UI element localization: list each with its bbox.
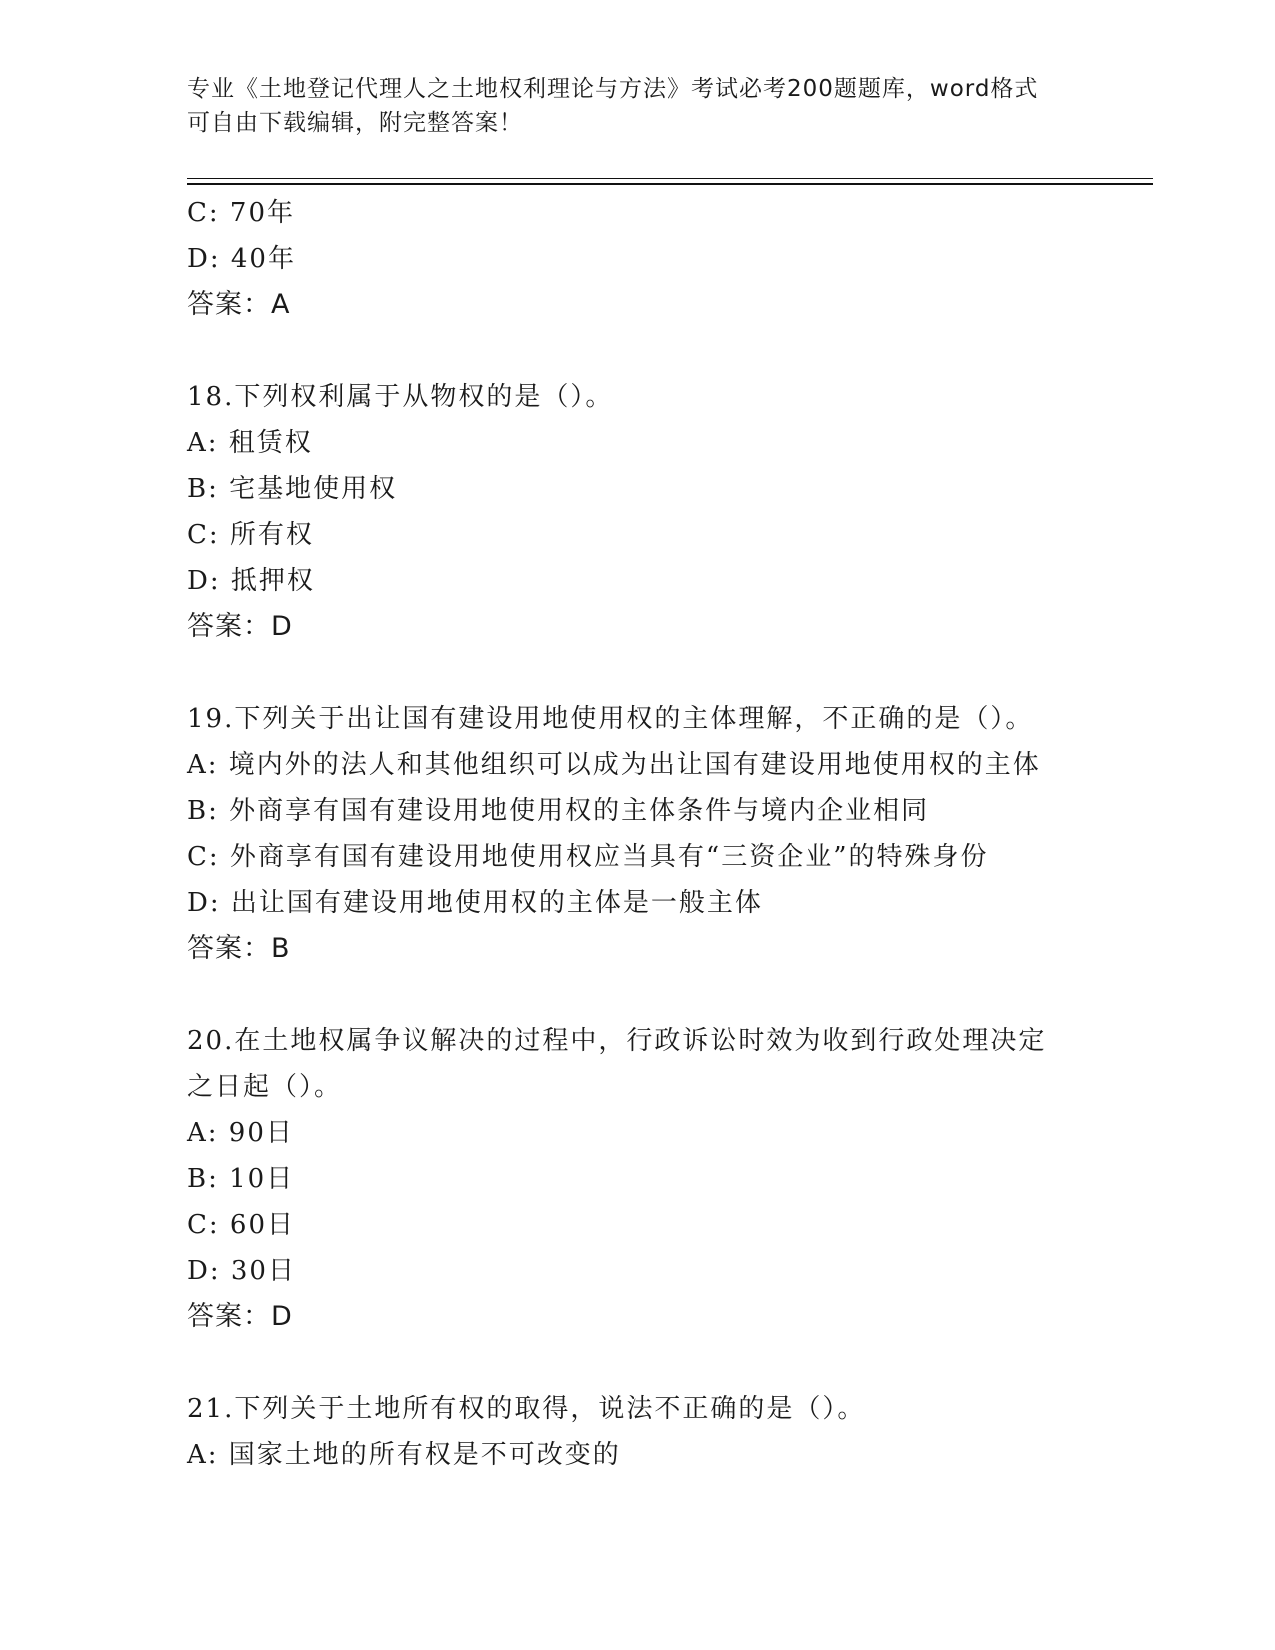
spacer xyxy=(187,650,1147,696)
question-stem-20-line-2: 之日起（）。 xyxy=(187,1072,343,1102)
question-stem-21: 21.下列关于土地所有权的取得，说法不正确的是（）。 xyxy=(187,1394,866,1424)
option-d: D: 出让国有建设用地使用权的主体是一般主体 xyxy=(187,888,763,918)
header-divider-thick xyxy=(187,183,1153,185)
header-title-line-2: 可自由下载编辑，附完整答案！ xyxy=(187,110,523,136)
option-a: A: 国家土地的所有权是不可改变的 xyxy=(187,1440,621,1470)
option-d: D: 30日 xyxy=(187,1256,296,1286)
answer-line: 答案：D xyxy=(187,1301,293,1332)
option-b: B: 外商享有国有建设用地使用权的主体条件与境内企业相同 xyxy=(187,796,930,826)
spacer xyxy=(187,972,1147,1018)
answer-line: 答案：D xyxy=(187,611,293,642)
option-c: C: 60日 xyxy=(187,1210,296,1240)
option-b: B: 10日 xyxy=(187,1164,295,1194)
option-a: A: 90日 xyxy=(187,1118,294,1148)
answer-line: 答案：A xyxy=(187,289,291,320)
spacer xyxy=(187,1340,1147,1386)
option-c: C: 所有权 xyxy=(187,520,314,550)
option-b: B: 宅基地使用权 xyxy=(187,474,398,504)
option-a: A: 租赁权 xyxy=(187,428,313,458)
question-stem-20-line-1: 20.在土地权属争议解决的过程中，行政诉讼时效为收到行政处理决定 xyxy=(187,1026,1047,1056)
page-header xyxy=(187,72,1067,140)
option-d: D: 抵押权 xyxy=(187,566,315,596)
question-stem-19: 19.下列关于出让国有建设用地使用权的主体理解，不正确的是（）。 xyxy=(187,704,1034,734)
option-c: C: 70年 xyxy=(187,198,296,228)
spacer xyxy=(187,328,1147,374)
option-a: A: 境内外的法人和其他组织可以成为出让国有建设用地使用权的主体 xyxy=(187,750,1041,780)
question-content xyxy=(187,190,1147,1478)
option-c: C: 外商享有国有建设用地使用权应当具有“三资企业”的特殊身份 xyxy=(187,842,989,872)
header-title-line-1: 专业《土地登记代理人之土地权利理论与方法》考试必考200题题库，word格式 xyxy=(187,76,1039,102)
header-divider-thin xyxy=(187,178,1153,179)
option-d: D: 40年 xyxy=(187,244,296,274)
answer-line: 答案：B xyxy=(187,933,291,964)
question-stem-18: 18.下列权利属于从物权的是（）。 xyxy=(187,382,614,412)
